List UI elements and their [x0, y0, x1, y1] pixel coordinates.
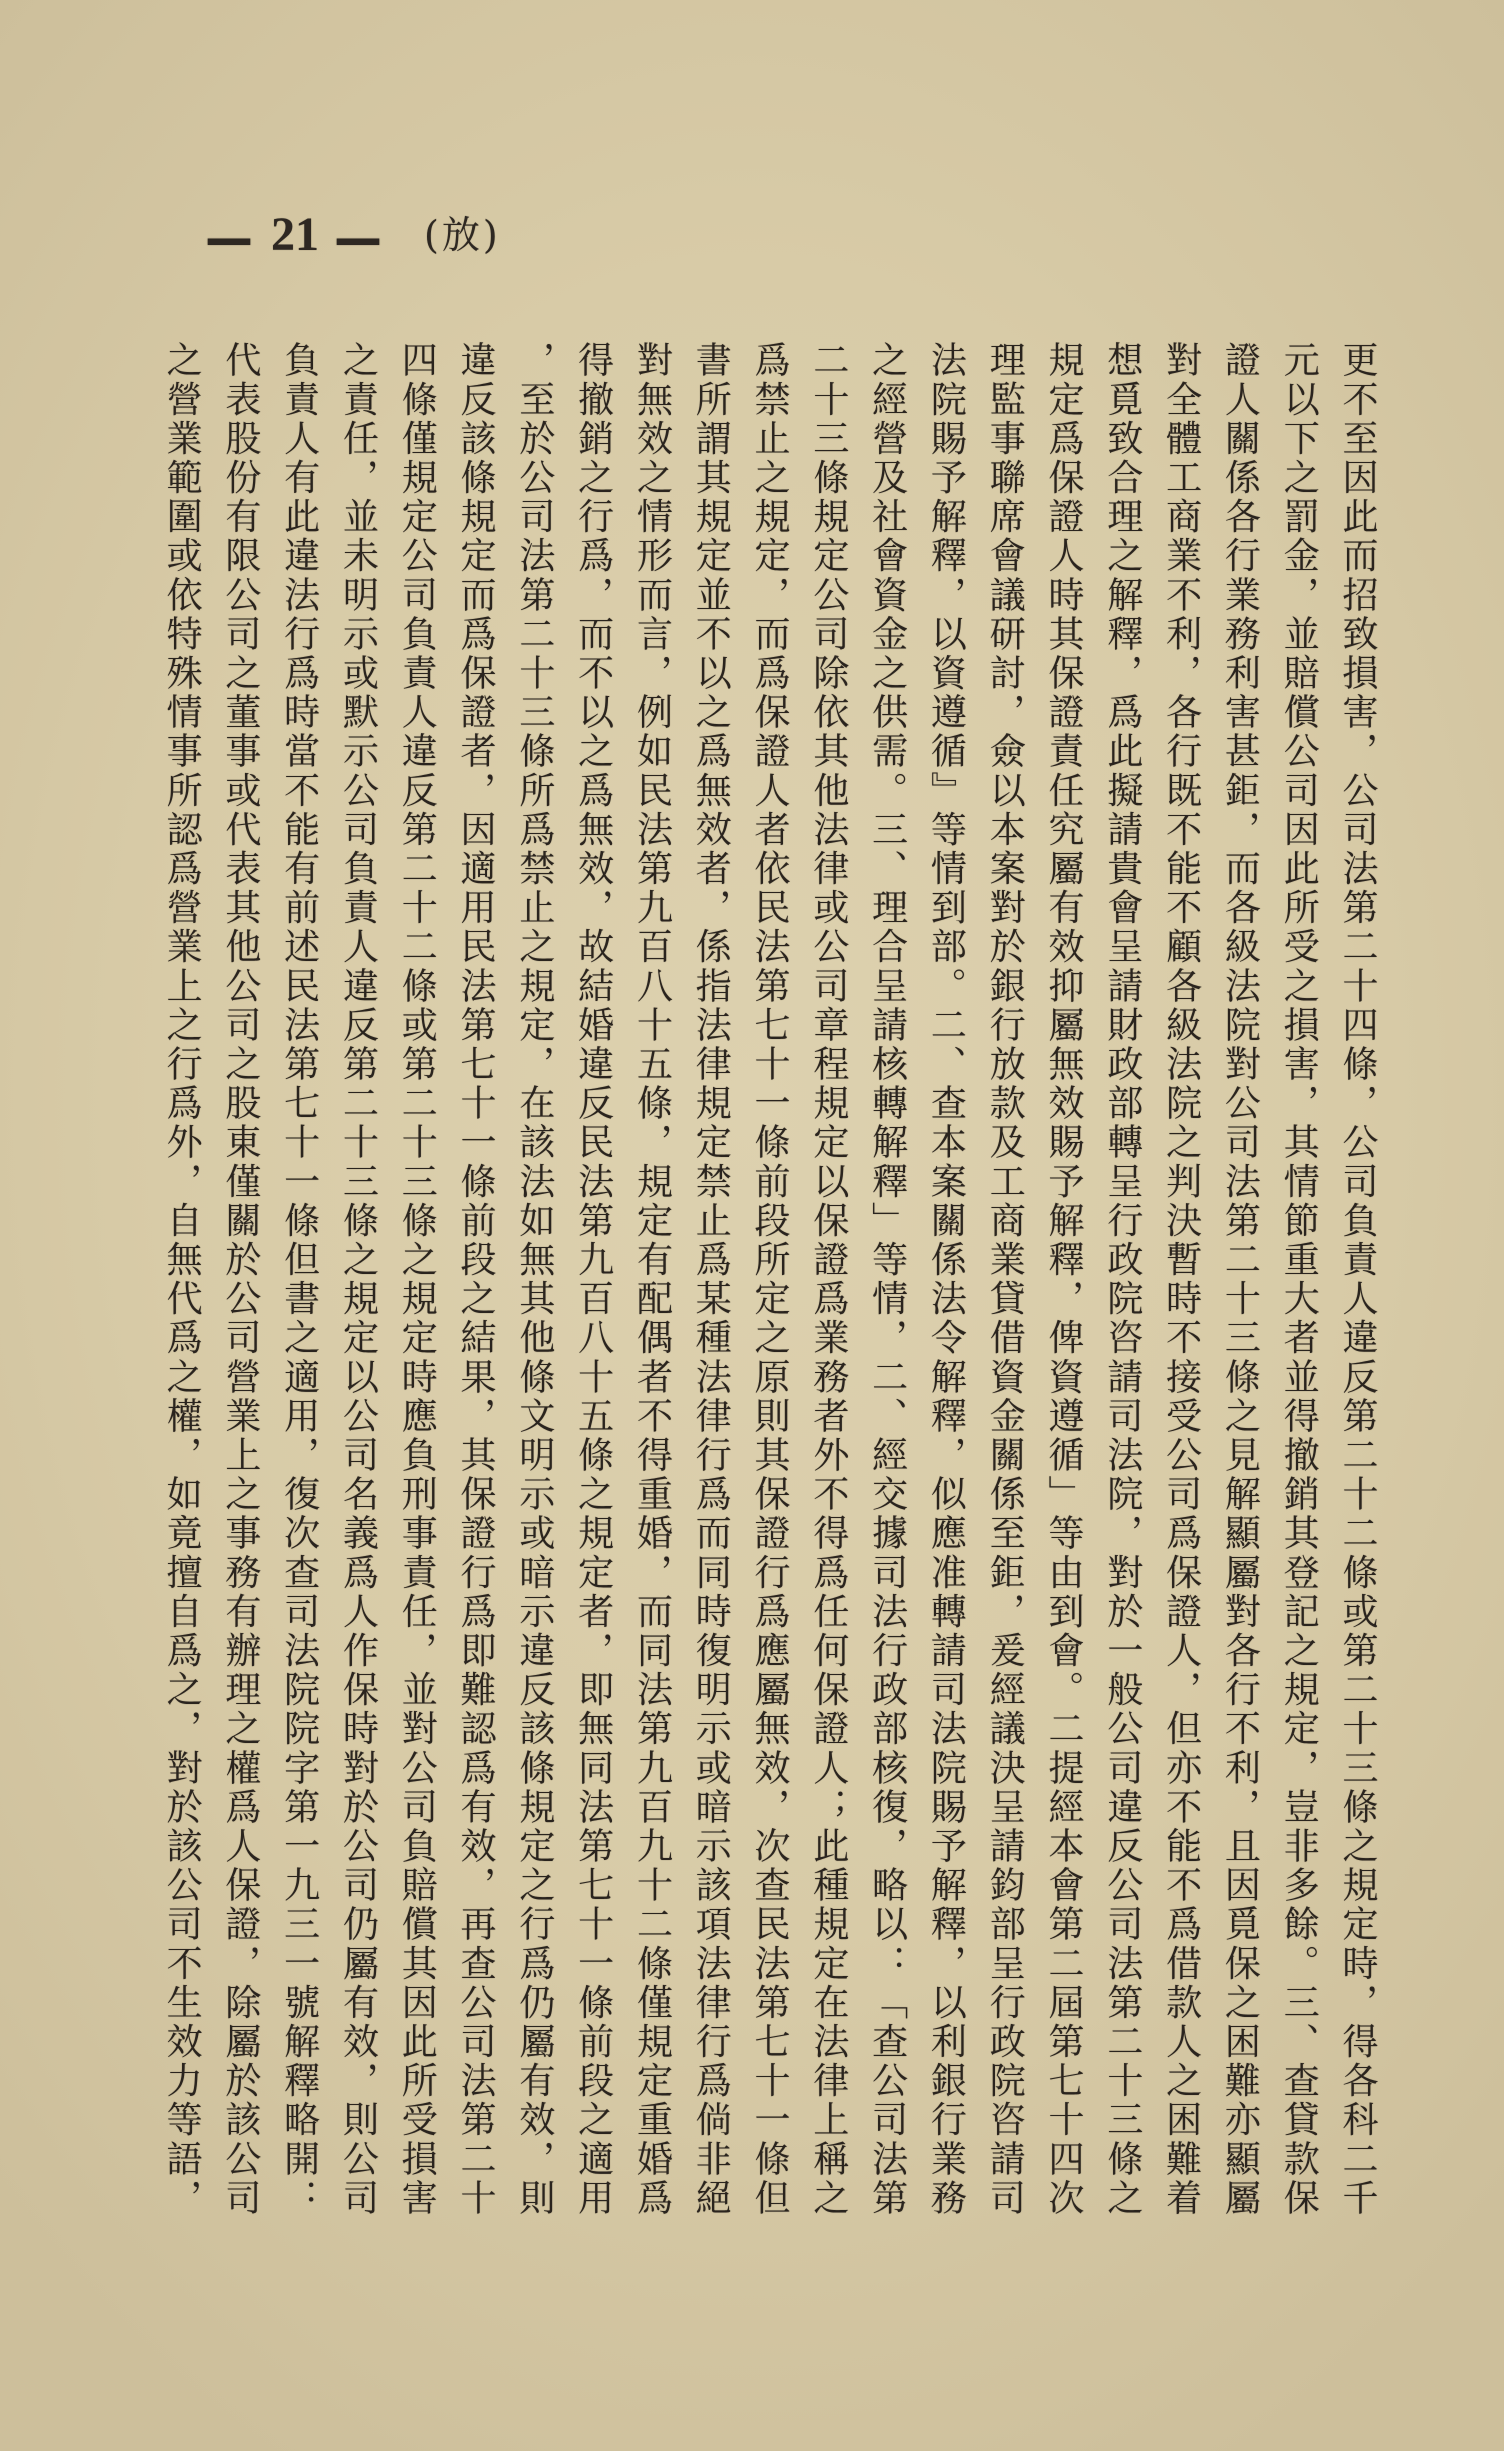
text-column: 對無效之情形而言，例如民法第九百八十五條，規定有配偶者不得重婚，而同法第九百九十二條僅規定重婚爲 [631, 341, 673, 2218]
text-column: 法院賜予解釋，以資遵循』等情到部。二、查本案關係法令解釋，似應准轉請司法院賜予解釋，以利銀行業務 [925, 341, 967, 2218]
header-left-dash: — [208, 184, 250, 286]
text-column: 爲禁止之規定，而爲保證人者依民法第七十一條前段所定之原則其保證行爲應屬無效，次查民法第七十一條但 [749, 341, 791, 2218]
text-column: 證人關係各行業務利害甚鉅，而各級法院對公司法第二十三條之見解顯屬對各行不利，且因覓保之困難亦顯屬 [1219, 341, 1261, 2218]
text-column: 得撤銷之行爲，而不以之爲無效，故結婚違反民法第九百八十五條之規定者，即無同法第七十一條前段之適用 [572, 341, 614, 2218]
text-column: 書所謂其規定並不以之爲無效者，係指法律規定禁止爲某種法律行爲而同時復明示或暗示該項法律行爲倘非絕 [690, 341, 732, 2218]
text-column: 之責任，並未明示或默示公司負責人違反第二十三條之規定以公司名義爲人作保時對於公司仍屬有效，則公司 [337, 341, 379, 2218]
text-column: 元以下之罰金，並賠償公司因此所受之損害，其情節重大者並得撤銷其登記之規定，豈非多餘。三、查貸款保 [1278, 341, 1320, 2218]
body-text [151, 341, 1386, 2241]
text-column: 四條僅規定公司負責人違反第二十二條或第二十三條之規定時應負刑事責任，並對公司負賠償其因此所受損害 [396, 341, 438, 2218]
text-column: ，至於公司法第二十三條所爲禁止之規定，在該法如無其他條文明示或暗示違反該條規定之行爲仍屬有效，則 [513, 341, 555, 2218]
text-column: 二十三條規定公司除依其他法律或公司章程規定以保證爲業務者外不得爲任何保證人；此種規定在法律上稱之 [807, 341, 849, 2218]
text-column: 規定爲保證人時其保證責任究屬有效抑屬無效賜予解釋，俾資遵循」等由到會。二提經本會第二屆第七十四次 [1043, 341, 1085, 2218]
text-column: 理監事聯席會議研討，僉以本案對於銀行放款及工商業貸借資金關係至鉅，爰經議決呈請鈞部呈行政院咨請司 [984, 341, 1026, 2218]
text-column: 對全體工商業不利，各行既不能不顧各級法院之判決暫時不接受公司爲保證人，但亦不能不爲借款人之困難着 [1160, 341, 1202, 2218]
section-mark: (放) [424, 213, 501, 257]
text-column: 代表股份有限公司之董事或代表其他公司之股東僅關於公司營業上之事務有辦理之權爲人保證，除屬於該公司 [219, 341, 261, 2218]
text-column: 之營業範圍或依特殊情事所認爲營業上之行爲外，自無代爲之權，如竟擅自爲之，對於該公司不生效力等語， [161, 341, 203, 2218]
text-column: 負責人有此違法行爲時當不能有前述民法第七十一條但書之適用，復次查司法院院字第一九三一號解釋略開： [278, 341, 320, 2218]
text-column: 更不至因此而招致損害，公司法第二十四條，公司負責人違反第二十二條或第二十三條之規定時，得各科二千 [1337, 341, 1378, 2218]
text-column: 違反該條規定而爲保證者，因適用民法第七十一條前段之結果，其保證行爲即難認爲有效，再查公司法第二十 [455, 341, 497, 2218]
header-right-dash: — [337, 184, 379, 286]
text-column: 想覓致合理之解釋，爲此擬請貴會呈請財政部轉呈行政院咨請司法院，對於一般公司違反公司法第二十三條之 [1101, 341, 1143, 2218]
text-column: 之經營及社會資金之供需。三、理合呈請核轉解釋」等情，二、經交據司法行政部核復，略以：「查公司法第 [866, 341, 908, 2218]
page-number: 21 [271, 208, 319, 261]
